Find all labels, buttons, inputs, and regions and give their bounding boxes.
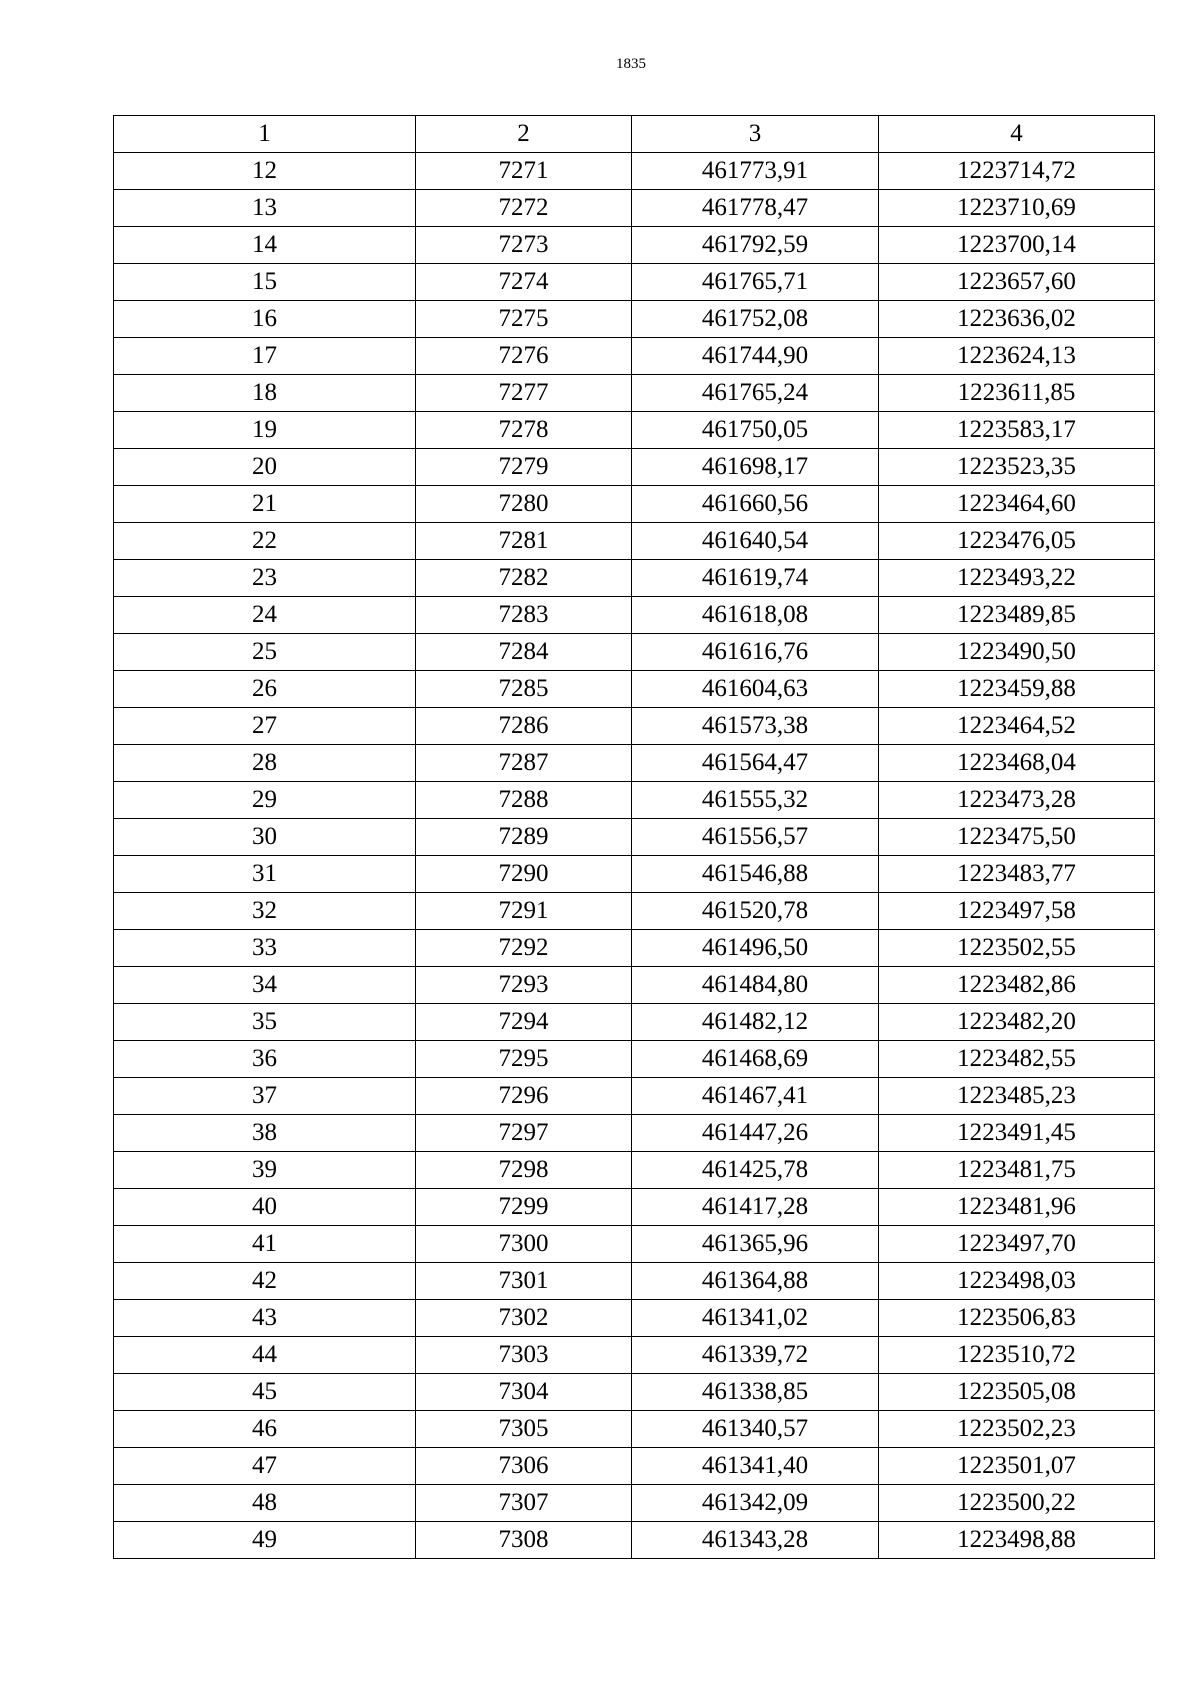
coordinates-table — [113, 115, 1155, 1559]
table-row — [114, 1263, 1155, 1300]
table-cell-col3: 461447,26 — [632, 1115, 879, 1152]
table-cell-col1: 23 — [114, 560, 416, 597]
header-cell-3: 3 — [632, 116, 879, 153]
table-row — [114, 1004, 1155, 1041]
table-cell-col3: 461660,56 — [632, 486, 879, 523]
table-cell-col3: 461555,32 — [632, 782, 879, 819]
table-cell-col3: 461616,76 — [632, 634, 879, 671]
table-row — [114, 153, 1155, 190]
table-row — [114, 1300, 1155, 1337]
table-cell-col3: 461573,38 — [632, 708, 879, 745]
table-cell-col4: 1223490,50 — [879, 634, 1155, 671]
table-row — [114, 1115, 1155, 1152]
table-row — [114, 301, 1155, 338]
table-cell-col1: 44 — [114, 1337, 416, 1374]
table-cell-col4: 1223464,52 — [879, 708, 1155, 745]
table-cell-col1: 27 — [114, 708, 416, 745]
table-cell-col4: 1223583,17 — [879, 412, 1155, 449]
table-cell-col1: 31 — [114, 856, 416, 893]
table-cell-col2: 7284 — [416, 634, 632, 671]
header-cell-4: 4 — [879, 116, 1155, 153]
table-cell-col1: 30 — [114, 819, 416, 856]
table-cell-col1: 41 — [114, 1226, 416, 1263]
table-cell-col2: 7307 — [416, 1485, 632, 1522]
table-row — [114, 597, 1155, 634]
table-row — [114, 190, 1155, 227]
table-cell-col3: 461778,47 — [632, 190, 879, 227]
table-cell-col4: 1223505,08 — [879, 1374, 1155, 1411]
table-cell-col1: 29 — [114, 782, 416, 819]
table-cell-col4: 1223493,22 — [879, 560, 1155, 597]
table-cell-col4: 1223501,07 — [879, 1448, 1155, 1485]
table-cell-col1: 42 — [114, 1263, 416, 1300]
table-cell-col3: 461792,59 — [632, 227, 879, 264]
table-cell-col3: 461564,47 — [632, 745, 879, 782]
page-number: 1835 — [616, 56, 646, 72]
table-cell-col3: 461556,57 — [632, 819, 879, 856]
table-cell-col2: 7293 — [416, 967, 632, 1004]
table-cell-col4: 1223502,55 — [879, 930, 1155, 967]
table-cell-col2: 7299 — [416, 1189, 632, 1226]
table-row — [114, 1485, 1155, 1522]
table-cell-col4: 1223506,83 — [879, 1300, 1155, 1337]
table-cell-col3: 461482,12 — [632, 1004, 879, 1041]
table-cell-col3: 461765,24 — [632, 375, 879, 412]
table-cell-col2: 7290 — [416, 856, 632, 893]
table-row — [114, 967, 1155, 1004]
table-cell-col2: 7287 — [416, 745, 632, 782]
table-cell-col3: 461765,71 — [632, 264, 879, 301]
table-row — [114, 1152, 1155, 1189]
table-cell-col4: 1223475,50 — [879, 819, 1155, 856]
table-row — [114, 819, 1155, 856]
table-cell-col3: 461417,28 — [632, 1189, 879, 1226]
table-cell-col4: 1223636,02 — [879, 301, 1155, 338]
table-cell-col4: 1223611,85 — [879, 375, 1155, 412]
table-row — [114, 1522, 1155, 1559]
table-cell-col1: 19 — [114, 412, 416, 449]
header-cell-2: 2 — [416, 116, 632, 153]
table-row — [114, 449, 1155, 486]
table-cell-col4: 1223624,13 — [879, 338, 1155, 375]
table-cell-col1: 34 — [114, 967, 416, 1004]
table-cell-col3: 461698,17 — [632, 449, 879, 486]
table-cell-col4: 1223714,72 — [879, 153, 1155, 190]
table-cell-col1: 14 — [114, 227, 416, 264]
table-cell-col3: 461468,69 — [632, 1041, 879, 1078]
table-cell-col2: 7271 — [416, 153, 632, 190]
table-cell-col3: 461744,90 — [632, 338, 879, 375]
table-header — [114, 116, 1155, 153]
table-cell-col4: 1223473,28 — [879, 782, 1155, 819]
table-cell-col4: 1223491,45 — [879, 1115, 1155, 1152]
table-cell-col3: 461365,96 — [632, 1226, 879, 1263]
table-cell-col2: 7297 — [416, 1115, 632, 1152]
table-row — [114, 486, 1155, 523]
table-row — [114, 375, 1155, 412]
table-cell-col2: 7275 — [416, 301, 632, 338]
table-cell-col2: 7273 — [416, 227, 632, 264]
table-cell-col1: 47 — [114, 1448, 416, 1485]
table-cell-col2: 7292 — [416, 930, 632, 967]
table-cell-col1: 17 — [114, 338, 416, 375]
table-cell-col3: 461619,74 — [632, 560, 879, 597]
table-row — [114, 745, 1155, 782]
table-cell-col1: 25 — [114, 634, 416, 671]
table-cell-col1: 40 — [114, 1189, 416, 1226]
table-cell-col1: 21 — [114, 486, 416, 523]
table-cell-col4: 1223498,88 — [879, 1522, 1155, 1559]
table-cell-col3: 461496,50 — [632, 930, 879, 967]
table-cell-col4: 1223710,69 — [879, 190, 1155, 227]
table-row — [114, 412, 1155, 449]
table-row — [114, 227, 1155, 264]
table-cell-col4: 1223510,72 — [879, 1337, 1155, 1374]
table-cell-col2: 7281 — [416, 523, 632, 560]
table-row — [114, 1189, 1155, 1226]
table-cell-col1: 33 — [114, 930, 416, 967]
table-cell-col3: 461425,78 — [632, 1152, 879, 1189]
table-cell-col1: 46 — [114, 1411, 416, 1448]
table-cell-col2: 7300 — [416, 1226, 632, 1263]
table-cell-col2: 7276 — [416, 338, 632, 375]
table-cell-col1: 28 — [114, 745, 416, 782]
table-cell-col1: 38 — [114, 1115, 416, 1152]
table-cell-col2: 7274 — [416, 264, 632, 301]
table-cell-col1: 26 — [114, 671, 416, 708]
table-cell-col4: 1223497,70 — [879, 1226, 1155, 1263]
table-cell-col2: 7288 — [416, 782, 632, 819]
table-cell-col2: 7296 — [416, 1078, 632, 1115]
table-row — [114, 708, 1155, 745]
table-cell-col1: 48 — [114, 1485, 416, 1522]
table-cell-col2: 7295 — [416, 1041, 632, 1078]
table-cell-col3: 461341,40 — [632, 1448, 879, 1485]
table-row — [114, 930, 1155, 967]
table-body — [114, 153, 1155, 1559]
table-cell-col2: 7279 — [416, 449, 632, 486]
table-cell-col1: 45 — [114, 1374, 416, 1411]
table-cell-col4: 1223482,86 — [879, 967, 1155, 1004]
table-cell-col2: 7286 — [416, 708, 632, 745]
table-cell-col4: 1223464,60 — [879, 486, 1155, 523]
table-cell-col3: 461338,85 — [632, 1374, 879, 1411]
table-cell-col3: 461484,80 — [632, 967, 879, 1004]
table-cell-col4: 1223489,85 — [879, 597, 1155, 634]
table-cell-col1: 13 — [114, 190, 416, 227]
table-cell-col1: 35 — [114, 1004, 416, 1041]
table-cell-col2: 7305 — [416, 1411, 632, 1448]
table-cell-col1: 15 — [114, 264, 416, 301]
table-cell-col2: 7298 — [416, 1152, 632, 1189]
table-cell-col4: 1223459,88 — [879, 671, 1155, 708]
table-cell-col2: 7294 — [416, 1004, 632, 1041]
table-cell-col4: 1223500,22 — [879, 1485, 1155, 1522]
table-cell-col3: 461618,08 — [632, 597, 879, 634]
table-row — [114, 1041, 1155, 1078]
table-cell-col4: 1223468,04 — [879, 745, 1155, 782]
table-cell-col2: 7291 — [416, 893, 632, 930]
table-cell-col4: 1223481,96 — [879, 1189, 1155, 1226]
table-cell-col2: 7289 — [416, 819, 632, 856]
table-cell-col2: 7308 — [416, 1522, 632, 1559]
table-cell-col4: 1223482,20 — [879, 1004, 1155, 1041]
table-cell-col4: 1223476,05 — [879, 523, 1155, 560]
table-row — [114, 1226, 1155, 1263]
table-cell-col4: 1223657,60 — [879, 264, 1155, 301]
table-cell-col4: 1223497,58 — [879, 893, 1155, 930]
table-cell-col2: 7272 — [416, 190, 632, 227]
table-row — [114, 671, 1155, 708]
table-row — [114, 634, 1155, 671]
table-row — [114, 523, 1155, 560]
table-cell-col4: 1223481,75 — [879, 1152, 1155, 1189]
table-cell-col1: 32 — [114, 893, 416, 930]
table-row — [114, 1078, 1155, 1115]
table-row — [114, 1374, 1155, 1411]
table-cell-col3: 461752,08 — [632, 301, 879, 338]
table-cell-col4: 1223502,23 — [879, 1411, 1155, 1448]
table-cell-col1: 37 — [114, 1078, 416, 1115]
table-cell-col3: 461340,57 — [632, 1411, 879, 1448]
table-cell-col3: 461467,41 — [632, 1078, 879, 1115]
table-row — [114, 338, 1155, 375]
table-cell-col2: 7278 — [416, 412, 632, 449]
table-cell-col2: 7285 — [416, 671, 632, 708]
table-cell-col3: 461339,72 — [632, 1337, 879, 1374]
table-cell-col2: 7283 — [416, 597, 632, 634]
table-cell-col1: 12 — [114, 153, 416, 190]
table-cell-col1: 16 — [114, 301, 416, 338]
table-cell-col4: 1223485,23 — [879, 1078, 1155, 1115]
table-cell-col4: 1223482,55 — [879, 1041, 1155, 1078]
table-cell-col3: 461342,09 — [632, 1485, 879, 1522]
table-cell-col3: 461520,78 — [632, 893, 879, 930]
table-cell-col1: 24 — [114, 597, 416, 634]
table-row — [114, 893, 1155, 930]
table-cell-col1: 18 — [114, 375, 416, 412]
table-cell-col3: 461750,05 — [632, 412, 879, 449]
table-row — [114, 264, 1155, 301]
table-cell-col4: 1223523,35 — [879, 449, 1155, 486]
table-row — [114, 560, 1155, 597]
table-cell-col3: 461343,28 — [632, 1522, 879, 1559]
table-cell-col4: 1223498,03 — [879, 1263, 1155, 1300]
table-cell-col2: 7306 — [416, 1448, 632, 1485]
table-cell-col4: 1223483,77 — [879, 856, 1155, 893]
table-row — [114, 1337, 1155, 1374]
table-cell-col3: 461341,02 — [632, 1300, 879, 1337]
table-cell-col2: 7303 — [416, 1337, 632, 1374]
table-cell-col3: 461773,91 — [632, 153, 879, 190]
table-cell-col3: 461364,88 — [632, 1263, 879, 1300]
table-cell-col1: 49 — [114, 1522, 416, 1559]
table-cell-col2: 7301 — [416, 1263, 632, 1300]
table-cell-col2: 7280 — [416, 486, 632, 523]
table-row — [114, 782, 1155, 819]
table-cell-col3: 461640,54 — [632, 523, 879, 560]
table-cell-col2: 7302 — [416, 1300, 632, 1337]
table-cell-col2: 7304 — [416, 1374, 632, 1411]
table-cell-col1: 36 — [114, 1041, 416, 1078]
table-cell-col1: 43 — [114, 1300, 416, 1337]
table-cell-col3: 461604,63 — [632, 671, 879, 708]
table-row — [114, 856, 1155, 893]
table-cell-col3: 461546,88 — [632, 856, 879, 893]
table-row — [114, 1448, 1155, 1485]
table-cell-col1: 20 — [114, 449, 416, 486]
header-row — [114, 116, 1155, 153]
table-row — [114, 1411, 1155, 1448]
table-cell-col2: 7282 — [416, 560, 632, 597]
table-cell-col1: 39 — [114, 1152, 416, 1189]
table-cell-col2: 7277 — [416, 375, 632, 412]
header-cell-1: 1 — [114, 116, 416, 153]
table-cell-col1: 22 — [114, 523, 416, 560]
table-cell-col4: 1223700,14 — [879, 227, 1155, 264]
